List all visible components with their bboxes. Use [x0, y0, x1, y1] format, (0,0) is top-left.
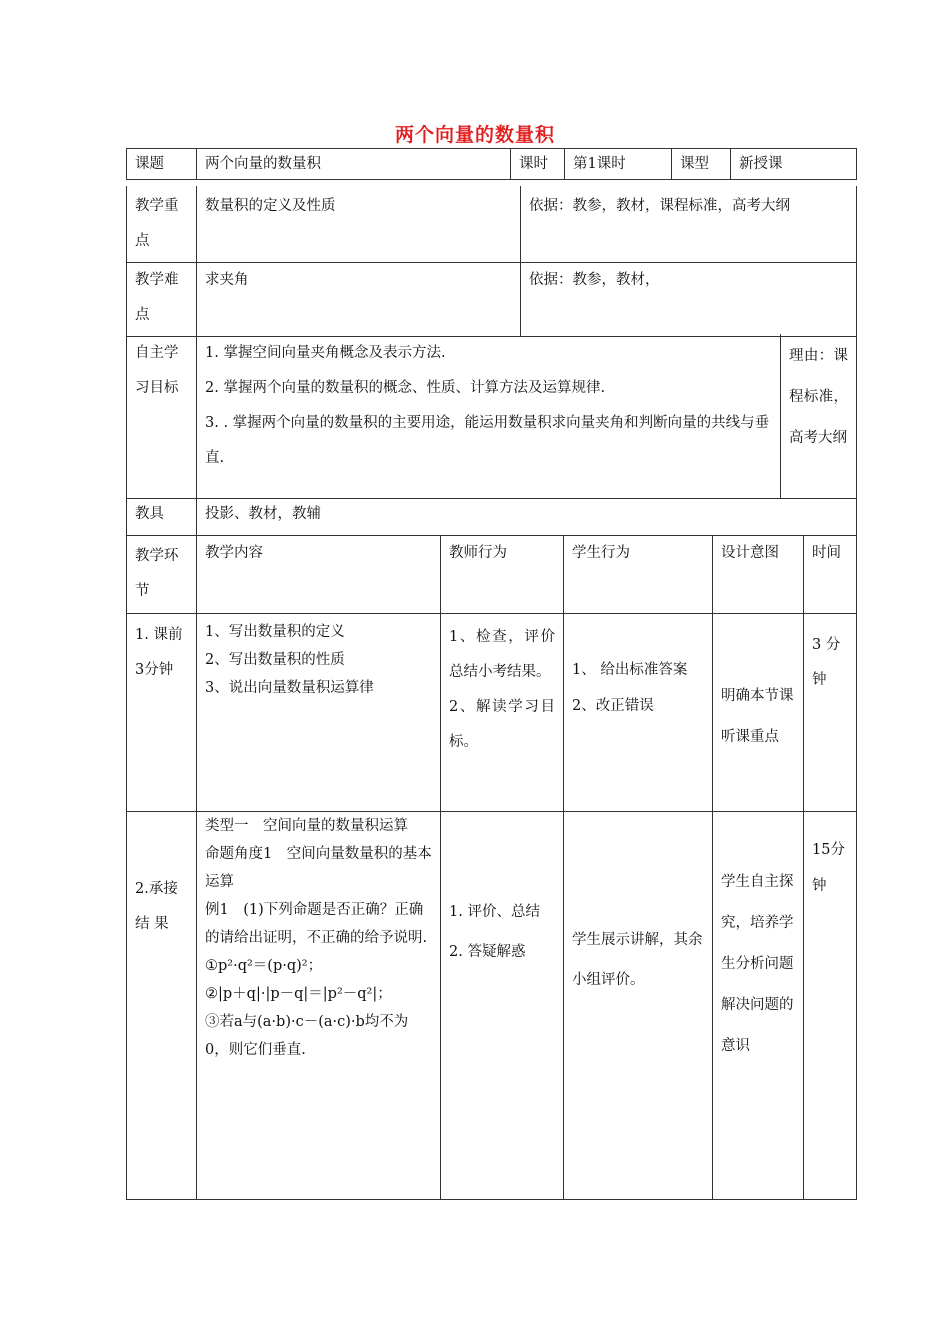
row2-teacher-item: 1. 评价、总结: [449, 904, 540, 920]
objective-item: 2. 掌握两个向量的数量积的概念、性质、计算方法及运算规律.: [205, 380, 606, 396]
header-student: 学生行为: [564, 535, 713, 614]
objectives-label: 自主学习目标: [127, 334, 197, 498]
type-value: 新授课: [731, 149, 857, 180]
period-label: 课时: [511, 149, 565, 180]
row2-example: 例1 (1)下列命题是否正确？正确的请给出证明，不正确的给予说明.: [205, 902, 428, 946]
table-row: [127, 812, 857, 1200]
objective-item: 1. 掌握空间向量夹角概念及表示方法.: [205, 345, 446, 361]
tools-label: 教具: [127, 497, 197, 535]
difficulty-label: 教学难点: [127, 260, 197, 337]
header-intent: 设计意图: [713, 535, 804, 614]
tools-content: 投影、教材，教辅: [197, 497, 857, 535]
page-title: 两个向量的数量积: [394, 124, 555, 146]
row2-stage: 2.承接结 果: [127, 812, 197, 1200]
period-value: 第1课时: [565, 149, 672, 180]
row2-time: 15分钟: [804, 812, 857, 1200]
row1-teacher-item: 1、检查，评价总结小考结果。: [449, 629, 555, 680]
row1-teacher-item: 2、解读学习目标。: [449, 699, 555, 750]
key-point-basis: 依据：教参，教材，课程标准，高考大纲: [521, 186, 857, 263]
header-teacher: 教师行为: [441, 535, 564, 614]
key-point-content: 数量积的定义及性质: [197, 186, 521, 263]
row2-angle: 命题角度1 空间向量数量积的基本运算: [205, 846, 432, 890]
row2-intent: 学生自主探究，培养学生分析问题解决问题的意识: [713, 812, 804, 1200]
header-table: [126, 148, 856, 180]
table-row: [127, 614, 857, 812]
difficulty-content: 求夹角: [197, 260, 521, 337]
row1-time: 3 分钟: [804, 614, 857, 812]
row1-content-item: 3、说出向量数量积运算律: [205, 680, 374, 696]
row1-student-item: 1、 给出标准答案: [572, 662, 688, 678]
difficulty-basis: 依据：教参，教材，: [521, 260, 857, 337]
header-content: 教学内容: [197, 535, 441, 614]
tools-table: [126, 497, 856, 536]
row1-content-item: 1、写出数量积的定义: [205, 624, 345, 640]
difficulty-table: [126, 260, 856, 337]
topic-label: 课题: [127, 149, 197, 180]
row2-teacher-item: 2. 答疑解惑: [449, 944, 526, 960]
row2-item1: ①p²·q²＝(p·q)²；: [205, 958, 323, 974]
topic-value: 两个向量的数量积: [197, 149, 511, 180]
process-table: [126, 535, 856, 1200]
row2-item3: ③若a与(a·b)·c－(a·c)·b均不为0，则它们垂直.: [205, 1014, 409, 1058]
row2-student: 学生展示讲解，其余小组评价。: [564, 812, 713, 1200]
objective-item: 3. . 掌握两个向量的数量积的主要用途，能运用数量积求向量夹角和判断向量的共线与垂直.: [205, 415, 770, 466]
header-stage: 教学环节: [127, 535, 197, 614]
header-time: 时间: [804, 535, 857, 614]
objectives-table: [126, 334, 856, 499]
key-point-table: [126, 186, 856, 263]
row2-item2: ②|p＋q|·|p－q|＝|p²－q²|；: [205, 986, 392, 1002]
row1-stage: 1. 课前3分钟: [127, 614, 197, 812]
row2-type: 类型一 空间向量的数量积运算: [205, 818, 408, 834]
objectives-reason: 理由：课程标准，高考大纲: [781, 334, 857, 498]
type-label: 课型: [672, 149, 731, 180]
key-point-label: 教学重点: [127, 186, 197, 263]
row1-content-item: 2、写出数量积的性质: [205, 652, 345, 668]
row1-intent: 明确本节课听课重点: [713, 614, 804, 812]
row1-student-item: 2、改正错误: [572, 698, 654, 714]
